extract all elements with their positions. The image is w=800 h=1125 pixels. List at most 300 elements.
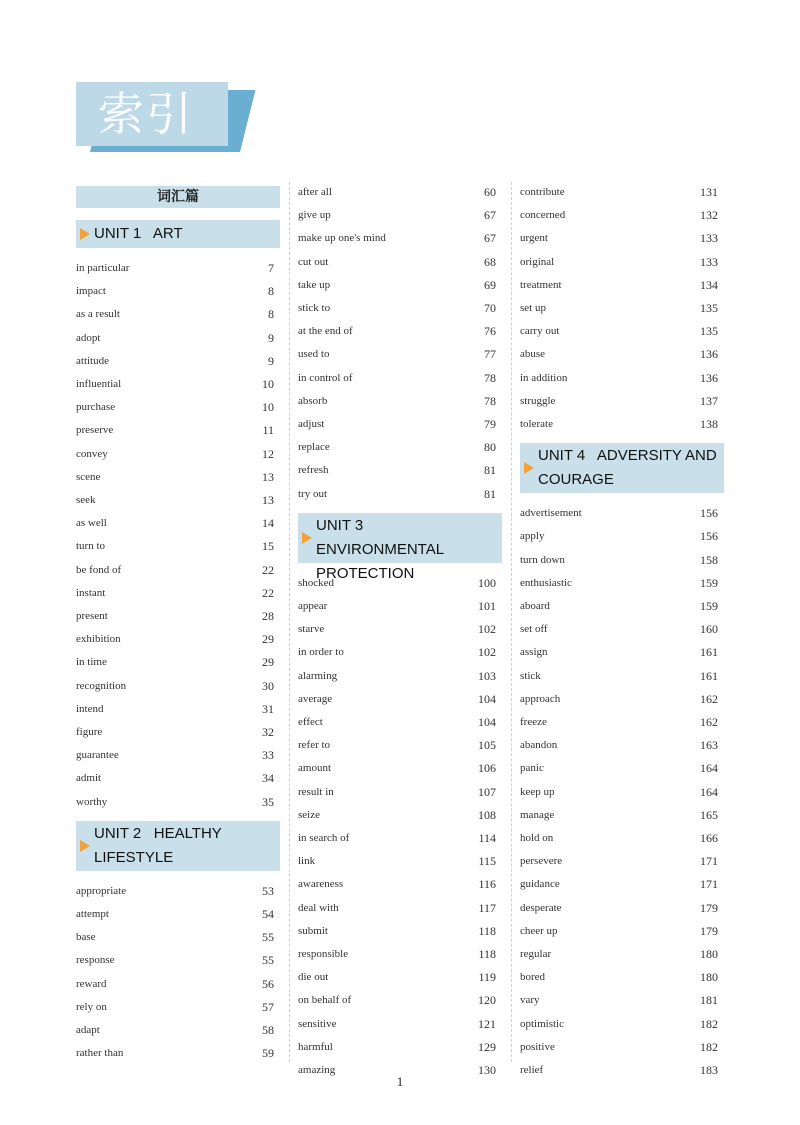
entry-page: 183 xyxy=(700,1063,718,1077)
entry-page: 179 xyxy=(700,900,718,915)
index-entry xyxy=(76,513,276,533)
index-entry xyxy=(76,444,276,464)
entry-page: 13 xyxy=(262,493,274,507)
entry-word: treatment xyxy=(520,278,562,291)
index-entry xyxy=(520,967,720,987)
index-entry xyxy=(520,828,720,848)
index-entry xyxy=(76,1020,276,1040)
entry-page: 11 xyxy=(262,423,274,438)
entry-word: positive xyxy=(520,1040,555,1053)
entry-page: 60 xyxy=(484,185,496,199)
index-entry xyxy=(298,252,498,272)
entry-page: 102 xyxy=(478,645,496,660)
column-divider xyxy=(511,182,512,1062)
entry-page: 135 xyxy=(700,301,718,315)
entry-word: stick to xyxy=(298,302,331,314)
index-entry xyxy=(76,281,276,301)
index-entry xyxy=(76,699,276,719)
entry-page: 15 xyxy=(262,539,274,554)
entry-word: instant xyxy=(76,586,106,599)
entry-word: apply xyxy=(520,530,545,543)
entry-page: 171 xyxy=(700,877,718,892)
index-entry xyxy=(298,642,498,662)
index-entry xyxy=(520,921,720,941)
entry-word: concerned xyxy=(520,209,566,222)
entry-page: 78 xyxy=(484,393,496,408)
entry-word: shocked xyxy=(298,576,335,589)
entry-word: original xyxy=(520,255,555,268)
entry-word: relief xyxy=(520,1064,544,1076)
entry-word: link xyxy=(298,855,316,868)
index-entry xyxy=(520,898,720,918)
entry-word: exhibition xyxy=(76,633,121,646)
entry-page: 77 xyxy=(484,347,496,362)
entry-page: 67 xyxy=(484,208,496,223)
index-entry xyxy=(298,275,498,295)
entry-word: effect xyxy=(298,716,323,728)
entry-word: guidance xyxy=(520,878,560,891)
index-entry xyxy=(76,374,276,394)
index-entry xyxy=(520,689,720,709)
entry-page: 103 xyxy=(478,668,496,683)
unit-heading-line: UNIT 1 ART xyxy=(94,225,183,242)
entry-page: 134 xyxy=(700,277,718,292)
index-entry xyxy=(520,414,720,434)
index-entry xyxy=(298,573,498,593)
index-entry xyxy=(520,782,720,802)
unit-heading-line: COURAGE xyxy=(538,471,614,489)
index-entry xyxy=(76,974,276,994)
entry-page: 56 xyxy=(262,976,274,991)
index-entry xyxy=(76,904,276,924)
entry-word: responsible xyxy=(298,948,349,960)
index-entry xyxy=(298,735,498,755)
index-entry xyxy=(520,944,720,964)
entry-page: 80 xyxy=(484,440,496,455)
unit-heading-line: UNIT 4 ADVERSITY AND xyxy=(538,447,717,465)
title-box xyxy=(76,82,228,146)
index-entry xyxy=(520,252,720,272)
entry-word: admit xyxy=(76,772,102,785)
entry-word: give up xyxy=(298,209,331,222)
entry-page: 101 xyxy=(478,599,496,613)
entry-page: 31 xyxy=(262,701,274,716)
entry-page: 53 xyxy=(262,883,274,898)
entry-word: rely on xyxy=(76,1000,107,1013)
entry-word: vary xyxy=(520,994,540,1007)
index-entry xyxy=(520,526,720,546)
entry-word: refer to xyxy=(298,739,331,752)
unit-heading-line: LIFESTYLE xyxy=(94,848,174,866)
index-entry xyxy=(298,391,498,411)
page-title: 索引 xyxy=(98,87,194,141)
index-entry xyxy=(520,228,720,248)
entry-word: recognition xyxy=(76,679,127,692)
entry-page: 182 xyxy=(700,1039,718,1054)
entry-word: present xyxy=(76,610,108,622)
entry-word: response xyxy=(76,954,115,967)
index-title-banner xyxy=(76,82,256,154)
entry-word: in search of xyxy=(298,832,350,844)
entry-word: amazing xyxy=(298,1064,336,1076)
entry-word: on behalf of xyxy=(298,994,352,1007)
entry-page: 9 xyxy=(268,353,274,368)
unit-heading xyxy=(520,443,724,493)
index-entry xyxy=(298,321,498,341)
entry-word: approach xyxy=(520,692,561,705)
index-entry xyxy=(298,182,498,202)
entry-word: keep up xyxy=(520,785,555,798)
index-entry xyxy=(520,805,720,825)
entry-word: contribute xyxy=(520,186,565,198)
index-entry xyxy=(76,950,276,970)
entry-page: 54 xyxy=(262,907,274,921)
entry-page: 161 xyxy=(700,645,718,660)
entry-page: 156 xyxy=(700,506,718,521)
index-entry xyxy=(520,596,720,616)
index-entry xyxy=(76,792,276,812)
entry-word: desperate xyxy=(520,901,562,914)
index-entry xyxy=(298,344,498,364)
index-entry xyxy=(520,344,720,364)
entry-word: in order to xyxy=(298,646,344,659)
entry-page: 164 xyxy=(700,784,718,799)
entry-word: impact xyxy=(76,285,106,298)
entry-page: 76 xyxy=(484,324,496,339)
entry-page: 33 xyxy=(262,748,274,763)
entry-page: 181 xyxy=(700,993,718,1008)
index-entry xyxy=(76,467,276,487)
index-entry xyxy=(76,745,276,765)
entry-word: aboard xyxy=(520,600,550,612)
index-entry xyxy=(298,414,498,434)
entry-page: 180 xyxy=(700,970,718,985)
unit-heading xyxy=(76,821,280,871)
entry-word: in control of xyxy=(298,371,353,384)
entry-word: refresh xyxy=(298,464,329,477)
unit-heading-line: PROTECTION xyxy=(316,564,415,582)
entry-word: turn to xyxy=(76,540,106,553)
index-entry xyxy=(520,275,720,295)
entry-word: alarming xyxy=(298,669,338,682)
entry-word: persevere xyxy=(520,855,563,868)
index-entry xyxy=(520,503,720,523)
entry-page: 120 xyxy=(478,993,496,1008)
entry-word: convey xyxy=(76,447,108,460)
entry-word: optimistic xyxy=(520,1017,564,1030)
index-entry xyxy=(520,735,720,755)
entry-word: absorb xyxy=(298,394,328,407)
entry-word: cut out xyxy=(298,255,329,268)
index-entry xyxy=(76,490,276,510)
entry-page: 32 xyxy=(262,725,274,739)
entry-word: make up one's mind xyxy=(298,232,386,245)
entry-word: hold on xyxy=(520,832,554,844)
entry-page: 81 xyxy=(484,486,496,501)
entry-page: 106 xyxy=(478,761,496,776)
index-entry xyxy=(298,758,498,778)
page-number: 1 xyxy=(396,1074,404,1089)
entry-word: after all xyxy=(298,186,332,198)
entry-page: 102 xyxy=(478,622,496,637)
index-entry xyxy=(298,619,498,639)
entry-page: 159 xyxy=(700,599,718,613)
entry-page: 115 xyxy=(478,854,496,869)
index-entry xyxy=(298,460,498,480)
entry-word: appear xyxy=(298,600,328,612)
entry-page: 55 xyxy=(262,930,274,945)
entry-word: replace xyxy=(298,441,330,454)
index-entry xyxy=(76,768,276,788)
entry-page: 29 xyxy=(262,632,274,647)
entry-word: turn down xyxy=(520,553,565,566)
index-entry xyxy=(76,722,276,742)
unit-heading-line: UNIT 2 HEALTHY xyxy=(94,824,222,842)
index-entry xyxy=(520,321,720,341)
index-entry xyxy=(520,182,720,202)
index-entry xyxy=(520,368,720,388)
index-entry xyxy=(298,921,498,941)
entry-page: 10 xyxy=(262,400,274,415)
entry-page: 114 xyxy=(478,831,496,845)
entry-word: in particular xyxy=(76,262,130,274)
entry-word: at the end of xyxy=(298,325,353,338)
entry-word: stick xyxy=(520,669,541,682)
entry-word: in time xyxy=(76,656,107,669)
index-entry xyxy=(298,689,498,709)
entry-word: rather than xyxy=(76,1047,124,1060)
entry-word: intend xyxy=(76,702,104,715)
entry-word: average xyxy=(298,692,333,705)
index-entry xyxy=(298,1037,498,1057)
entry-page: 159 xyxy=(700,575,718,590)
index-entry xyxy=(298,666,498,686)
entry-page: 108 xyxy=(478,807,496,822)
index-entry xyxy=(520,712,720,732)
unit-heading xyxy=(76,220,280,248)
index-entry xyxy=(520,550,720,570)
entry-page: 163 xyxy=(700,738,718,753)
triangle-arrow-icon xyxy=(80,228,90,240)
index-entry xyxy=(298,437,498,457)
index-entry xyxy=(76,328,276,348)
index-entry xyxy=(298,596,498,616)
entry-word: deal with xyxy=(298,901,339,914)
entry-page: 57 xyxy=(262,999,274,1014)
entry-page: 138 xyxy=(700,417,718,431)
section-heading: 词汇篇 xyxy=(76,186,280,208)
index-entry xyxy=(76,1043,276,1063)
index-entry xyxy=(298,990,498,1010)
entry-word: sensitive xyxy=(298,1017,337,1030)
index-entry xyxy=(298,368,498,388)
unit-heading-line: UNIT 3 ENVIRONMENTAL xyxy=(316,516,445,558)
entry-word: submit xyxy=(298,924,328,937)
entry-word: seize xyxy=(298,808,320,821)
entry-word: preserve xyxy=(76,424,114,437)
index-entry xyxy=(298,712,498,732)
index-entry xyxy=(76,629,276,649)
entry-page: 132 xyxy=(700,208,718,223)
entry-page: 166 xyxy=(700,831,718,845)
entry-page: 161 xyxy=(700,668,718,683)
entry-page: 78 xyxy=(484,370,496,385)
entry-word: panic xyxy=(520,762,544,775)
entry-page: 34 xyxy=(262,771,274,786)
entry-word: purchase xyxy=(76,401,116,414)
entry-page: 22 xyxy=(262,585,274,600)
entry-page: 133 xyxy=(700,231,718,246)
entry-word: adapt xyxy=(76,1024,100,1036)
entry-page: 180 xyxy=(700,947,718,961)
index-entry xyxy=(520,758,720,778)
entry-word: advertisement xyxy=(520,507,582,520)
entry-word: result in xyxy=(298,785,334,798)
triangle-arrow-icon xyxy=(80,840,90,852)
index-entry xyxy=(76,304,276,324)
index-entry xyxy=(76,420,276,440)
entry-word: figure xyxy=(76,726,103,738)
entry-page: 179 xyxy=(700,923,718,938)
entry-page: 182 xyxy=(700,1016,718,1031)
entry-page: 129 xyxy=(478,1039,496,1054)
index-entry xyxy=(520,990,720,1010)
entry-page: 162 xyxy=(700,691,718,706)
entry-page: 7 xyxy=(268,261,274,275)
index-entry xyxy=(76,258,276,278)
index-entry xyxy=(520,205,720,225)
index-entry xyxy=(76,927,276,947)
entry-word: guarantee xyxy=(76,749,119,762)
index-entry xyxy=(76,397,276,417)
entry-word: influential xyxy=(76,378,122,390)
entry-word: adopt xyxy=(76,331,101,344)
entry-word: attitude xyxy=(76,354,109,367)
entry-page: 136 xyxy=(700,370,718,385)
entry-page: 107 xyxy=(478,784,496,799)
index-entry xyxy=(298,967,498,987)
index-entry xyxy=(76,881,276,901)
entry-page: 8 xyxy=(268,284,274,299)
entry-page: 160 xyxy=(700,622,718,637)
index-entry xyxy=(298,228,498,248)
entry-page: 79 xyxy=(484,417,496,431)
entry-page: 137 xyxy=(700,393,718,408)
entry-page: 165 xyxy=(700,807,718,822)
entry-page: 69 xyxy=(484,277,496,292)
entry-page: 67 xyxy=(484,231,496,246)
index-entry xyxy=(520,1014,720,1034)
index-entry xyxy=(520,874,720,894)
entry-word: regular xyxy=(520,948,552,960)
entry-word: harmful xyxy=(298,1040,333,1053)
entry-page: 22 xyxy=(262,562,274,577)
entry-word: assign xyxy=(520,646,548,659)
entry-word: set up xyxy=(520,302,546,314)
index-entry xyxy=(298,484,498,504)
index-entry xyxy=(76,652,276,672)
entry-page: 35 xyxy=(262,794,274,809)
index-entry xyxy=(298,298,498,318)
index-entry xyxy=(76,583,276,603)
index-entry xyxy=(520,642,720,662)
index-entry xyxy=(298,805,498,825)
entry-page: 70 xyxy=(484,301,496,315)
entry-word: struggle xyxy=(520,394,556,407)
entry-word: base xyxy=(76,931,96,944)
entry-page: 12 xyxy=(262,446,274,461)
index-entry xyxy=(520,619,720,639)
entry-page: 131 xyxy=(700,185,718,199)
entry-page: 30 xyxy=(262,678,274,693)
column-divider xyxy=(289,182,290,1062)
entry-page: 130 xyxy=(478,1063,496,1077)
index-entry xyxy=(298,944,498,964)
index-entry xyxy=(76,997,276,1017)
entry-word: in addition xyxy=(520,371,568,384)
index-entry xyxy=(76,606,276,626)
entry-page: 164 xyxy=(700,761,718,776)
entry-page: 10 xyxy=(262,377,274,391)
entry-page: 13 xyxy=(262,469,274,484)
entry-word: appropriate xyxy=(76,884,127,897)
entry-word: enthusiastic xyxy=(520,576,572,589)
entry-word: tolerate xyxy=(520,418,553,430)
entry-page: 8 xyxy=(268,307,274,322)
unit-heading xyxy=(298,513,502,582)
index-entry xyxy=(298,205,498,225)
index-entry xyxy=(76,351,276,371)
entry-page: 118 xyxy=(478,947,496,961)
entry-page: 59 xyxy=(262,1046,274,1061)
entry-page: 14 xyxy=(262,516,274,531)
entry-page: 81 xyxy=(484,463,496,478)
entry-word: seek xyxy=(76,494,96,506)
entry-page: 116 xyxy=(478,877,496,892)
index-entry xyxy=(76,536,276,556)
entry-word: die out xyxy=(298,971,329,984)
index-entry xyxy=(298,782,498,802)
entry-page: 29 xyxy=(262,655,274,670)
entry-word: take up xyxy=(298,278,331,291)
entry-word: abuse xyxy=(520,348,546,361)
entry-page: 135 xyxy=(700,324,718,339)
entry-word: attempt xyxy=(76,908,109,920)
entry-word: as well xyxy=(76,517,107,530)
entry-page: 58 xyxy=(262,1023,274,1037)
index-entry xyxy=(520,391,720,411)
entry-word: try out xyxy=(298,487,328,500)
entry-page: 158 xyxy=(700,552,718,567)
triangle-arrow-icon xyxy=(302,532,312,544)
index-entry xyxy=(298,898,498,918)
entry-page: 156 xyxy=(700,529,718,544)
entry-word: as a result xyxy=(76,308,120,321)
entry-page: 119 xyxy=(478,970,496,985)
entry-word: adjust xyxy=(298,418,325,430)
entry-word: amount xyxy=(298,762,331,775)
index-entry xyxy=(520,1037,720,1057)
entry-page: 28 xyxy=(262,609,274,623)
entry-word: used to xyxy=(298,348,330,361)
entry-word: starve xyxy=(298,623,325,636)
entry-word: cheer up xyxy=(520,924,558,937)
index-entry xyxy=(520,573,720,593)
entry-word: awareness xyxy=(298,878,344,891)
index-entry xyxy=(298,874,498,894)
entry-word: freeze xyxy=(520,716,547,728)
entry-page: 162 xyxy=(700,715,718,729)
